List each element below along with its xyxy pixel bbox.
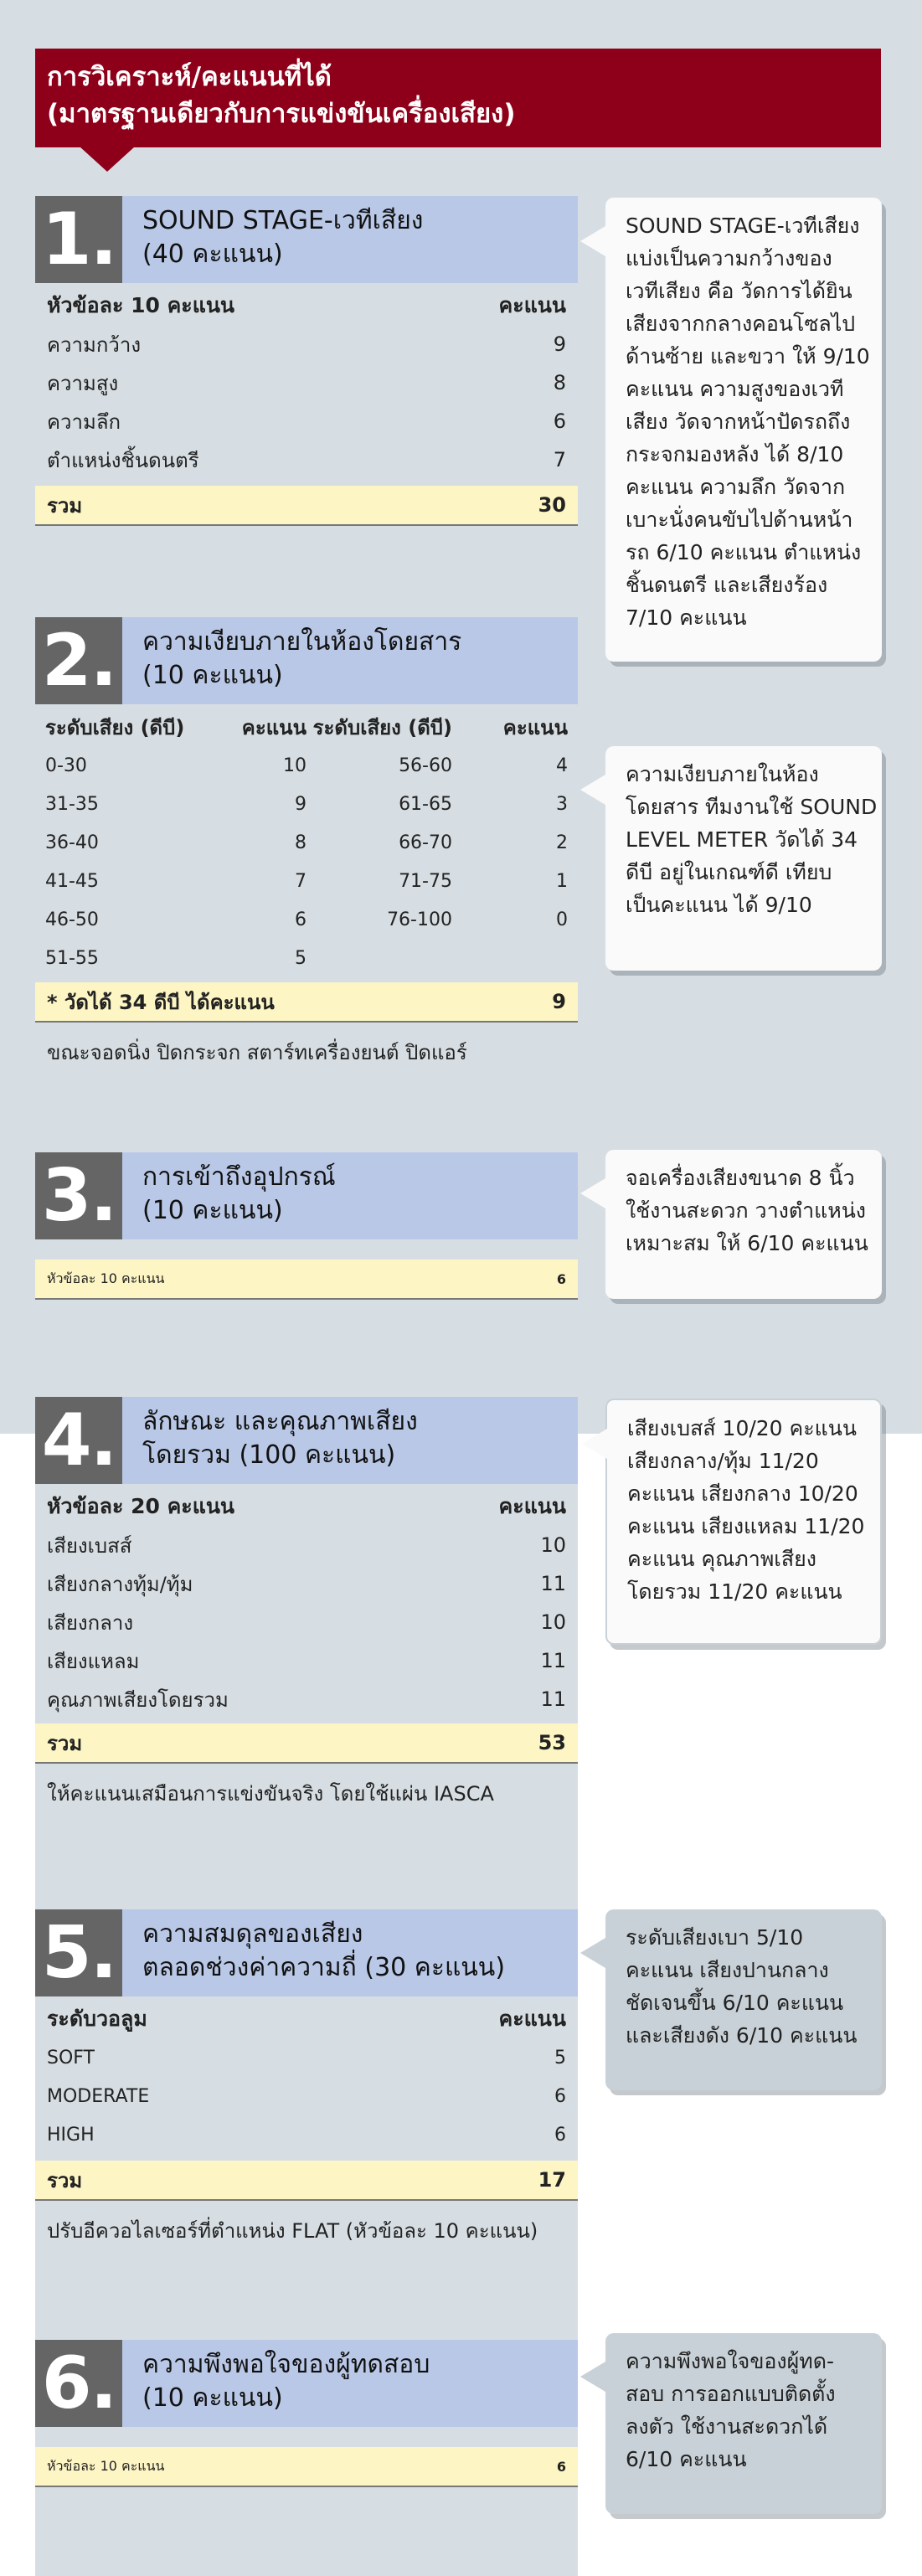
table-row — [35, 402, 578, 440]
level-cell: 36-40 — [45, 832, 99, 853]
bubble-text: กระจกมองหลัง ได้ 8/10 — [626, 442, 844, 466]
section-header — [35, 1397, 578, 1484]
column-header-item: หัวข้อละ 10 คะแนน — [47, 293, 235, 317]
total-label: รวม — [47, 493, 83, 518]
score-cell: 9 — [295, 793, 306, 815]
row-score: 10 — [540, 1610, 566, 1634]
section-title — [142, 204, 573, 271]
section-sound-quality — [35, 1397, 578, 1818]
level-cell: 0-30 — [45, 755, 87, 776]
table-row — [35, 900, 578, 939]
page-subtitle: (มาตรฐานเดียวกับการแข่งขันเครื่องเสียง) — [47, 99, 516, 129]
level-cell: 31-35 — [45, 793, 99, 815]
bubble-text: เสียงกลาง/ทุ้ม 11/20 — [627, 1449, 819, 1473]
total-label: หัวข้อละ 10 คะแนน — [47, 1270, 165, 1286]
section-sound-stage — [35, 196, 578, 526]
score-table — [35, 286, 578, 526]
bubble-text: เวทีเสียง คือ วัดการได้ยิน — [626, 279, 852, 303]
bubble-text: เบาะนั่งคนขับไปด้านหน้า — [626, 507, 853, 532]
table-row — [35, 1603, 578, 1641]
column-header-score: คะแนน — [498, 2007, 566, 2031]
row-label: ความลึก — [47, 410, 121, 434]
row-label: เสียงกลางทุ้ม/ทุ้ม — [47, 1572, 193, 1596]
score-cell: 0 — [556, 909, 568, 930]
bubble-text: โดยรวม 11/20 คะแนน — [627, 1579, 842, 1604]
table-row — [35, 2038, 578, 2077]
level-cell: 71-75 — [399, 870, 452, 892]
section-cabin-quietness — [35, 617, 578, 1077]
level-cell: 56-60 — [399, 755, 452, 776]
row-label: ตำแหน่งชิ้นดนตรี — [47, 448, 199, 472]
bubble-text: ความพึงพอใจของผู้ทด- — [626, 2349, 835, 2373]
bubble-text: 6/10 คะแนน — [626, 2447, 747, 2471]
section-title — [142, 626, 573, 693]
section-frequency-balance — [35, 1909, 578, 2255]
page-title-banner — [35, 49, 881, 147]
row-label: SOFT — [47, 2047, 95, 2069]
section-title-line-1: ลักษณะ และคุณภาพเสียง — [142, 1407, 418, 1436]
section-header — [35, 1909, 578, 1996]
section-number: 4. — [35, 1397, 122, 1484]
row-score: 9 — [553, 332, 566, 356]
row-score: 7 — [553, 448, 566, 471]
total-score: 9 — [552, 990, 566, 1013]
section-title-line-1: ความพึงพอใจของผู้ทดสอบ — [142, 2350, 430, 2379]
bubble-text: ความเงียบภายในห้อง — [626, 762, 819, 786]
table-header-row — [35, 708, 578, 746]
column-header-score: คะแนน — [498, 293, 566, 317]
bubble-text: ลงตัว ใช้งานสะดวกได้ — [626, 2414, 828, 2439]
table-row — [35, 363, 578, 402]
page-title: การวิเคราะห์/คะแนนที่ได้ — [47, 62, 332, 92]
row-score: 8 — [553, 371, 566, 394]
bubble-text: ชิ้นดนตรี และเสียงร้อง — [626, 573, 828, 597]
section-title-line-1: ความเงียบภายในห้องโดยสาร — [142, 627, 462, 657]
table-row — [35, 2077, 578, 2115]
section-tester-satisfaction — [35, 2340, 578, 2487]
row-score: 6 — [554, 2124, 566, 2146]
bubble-text: SOUND STAGE-เวทีเสียง — [626, 214, 860, 238]
table-header-row — [35, 286, 578, 325]
section-equipment-access — [35, 1152, 578, 1300]
table-row — [35, 1526, 578, 1564]
row-score: 6 — [554, 2085, 566, 2107]
score-cell: 7 — [295, 870, 306, 892]
total-row — [35, 982, 578, 1023]
bubble-text: 7/10 คะแนน — [626, 605, 747, 630]
column-header-score: คะแนน — [502, 715, 568, 739]
table-row — [35, 939, 578, 977]
table-row — [35, 1641, 578, 1680]
bubble-text: และเสียงดัง 6/10 คะแนน — [626, 2023, 858, 2048]
row-score: 11 — [540, 1687, 566, 1711]
score-table — [35, 2000, 578, 2255]
table-header-row — [35, 1487, 578, 1526]
total-label: รวม — [47, 2168, 83, 2192]
total-label: หัวข้อละ 10 คะแนน — [47, 2457, 165, 2474]
table-footnote: ปรับอีควอไลเซอร์ที่ตำแหน่ง FLAT (หัวข้อละ 10 คะแนน) — [47, 2219, 538, 2243]
total-row — [35, 2161, 578, 2201]
total-label: * วัดได้ 34 ดีบี ได้คะแนน — [47, 990, 275, 1014]
score-cell: 5 — [295, 947, 306, 969]
row-score: 6 — [553, 410, 566, 433]
row-score: 10 — [540, 1533, 566, 1557]
bubble-text: เสียงจากกลางคอนโซลไป — [626, 312, 856, 336]
column-header-item: หัวข้อละ 20 คะแนน — [47, 1494, 235, 1518]
row-label: เสียงกลาง — [47, 1610, 134, 1635]
section-number: 1. — [35, 196, 122, 283]
bubble-text: สอบ การออกแบบติดตั้ง — [626, 2382, 836, 2406]
section-title-line-2: โดยรวม (100 คะแนน) — [142, 1440, 396, 1470]
level-cell: 76-100 — [387, 909, 452, 930]
table-row — [35, 1680, 578, 1718]
column-header-level: ระดับเสียง (ดีบี) — [312, 715, 452, 739]
commentary-bubble — [605, 1909, 882, 2090]
row-label: เสียงเบสส์ — [47, 1533, 132, 1558]
table-row — [35, 2115, 578, 2154]
total-row — [35, 486, 578, 526]
bubble-text: LEVEL METER วัดได้ 34 — [626, 827, 858, 852]
bubble-text: เสียงเบสส์ 10/20 คะแนน — [627, 1416, 857, 1440]
banner-pointer — [80, 147, 135, 172]
row-label: ความกว้าง — [47, 332, 142, 357]
bubble-text: ระดับเสียงเบา 5/10 — [626, 1925, 804, 1950]
bubble-text: จอเครื่องเสียงขนาด 8 นิ้ว — [626, 1166, 855, 1190]
bubble-text: เป็นคะแนน ได้ 9/10 — [626, 893, 812, 917]
total-row — [35, 1260, 578, 1300]
bubble-text: คะแนน เสียงปานกลาง — [626, 1958, 829, 1982]
score-cell: 10 — [283, 755, 306, 776]
score-cell: 4 — [556, 755, 568, 776]
column-header-volume: ระดับวอลูม — [47, 2007, 147, 2031]
total-row — [35, 2447, 578, 2487]
row-label: HIGH — [47, 2124, 95, 2146]
section-title-line-1: การเข้าถึงอุปกรณ์ — [142, 1162, 336, 1192]
bubble-text: ชัดเจนขึ้น 6/10 คะแนน — [626, 1991, 844, 2015]
commentary-bubble — [605, 1150, 882, 1299]
level-cell: 61-65 — [399, 793, 452, 815]
row-label: คุณภาพเสียงโดยรวม — [47, 1687, 229, 1712]
score-cell: 6 — [295, 909, 306, 930]
total-score: 6 — [556, 1270, 566, 1287]
total-score: 6 — [556, 2458, 566, 2475]
table-row — [35, 325, 578, 363]
total-score: 53 — [538, 1731, 566, 1754]
bubble-text: คะแนน ความสูงของเวที — [626, 377, 844, 401]
section-number: 6. — [35, 2340, 122, 2427]
table-header-row — [35, 2000, 578, 2038]
section-header — [35, 617, 578, 704]
bubble-text: ดีบี อยู่ในเกณฑ์ดี เทียบ — [626, 860, 832, 884]
section-title-line-1: SOUND STAGE-เวทีเสียง — [142, 206, 424, 235]
section-number: 2. — [35, 617, 122, 704]
bubble-text: คะแนน เสียงแหลม 11/20 — [627, 1514, 865, 1538]
table-row — [35, 862, 578, 900]
bubble-text: ด้านซ้าย และขวา ให้ 9/10 — [626, 344, 870, 368]
section-header — [35, 1152, 578, 1239]
row-score: 11 — [540, 1572, 566, 1595]
commentary-bubble — [605, 2333, 882, 2514]
bubble-text: คะแนน ความลึก วัดจาก — [626, 475, 846, 499]
bubble-text: โดยสาร ทีมงานใช้ SOUND — [626, 795, 878, 819]
level-cell: 66-70 — [399, 832, 452, 853]
section-number: 3. — [35, 1152, 122, 1239]
table-footnote: ขณะจอดนิ่ง ปิดกระจก สตาร์ทเครื่องยนต์ ปิดแอร์ — [47, 1041, 467, 1064]
section-title — [142, 1161, 573, 1228]
total-score: 30 — [538, 493, 566, 517]
section-title-line-2: ตลอดช่วงค่าความถี่ (30 คะแนน) — [142, 1953, 506, 1982]
commentary-bubble — [605, 198, 882, 662]
score-table — [35, 1487, 578, 1818]
bubble-text: เหมาะสม ให้ 6/10 คะแนน — [626, 1231, 868, 1255]
section-title — [142, 1918, 573, 1985]
table-row — [35, 440, 578, 479]
total-label: รวม — [47, 1731, 83, 1755]
section-title-line-1: ความสมดุลของเสียง — [142, 1919, 363, 1949]
section-header — [35, 196, 578, 283]
bubble-text: รถ 6/10 คะแนน ตำแหน่ง — [626, 540, 862, 564]
section-number: 5. — [35, 1909, 122, 1996]
row-label: MODERATE — [47, 2085, 150, 2107]
score-cell: 2 — [556, 832, 568, 853]
section-title — [142, 2348, 573, 2415]
section-header — [35, 2340, 578, 2427]
bubble-text: แบ่งเป็นความกว้างของ — [626, 246, 832, 270]
section-title-line-2: (10 คะแนน) — [142, 661, 283, 690]
column-header-score: คะแนน — [241, 715, 306, 739]
score-cell: 3 — [556, 793, 568, 815]
section-title-line-2: (40 คะแนน) — [142, 240, 283, 269]
column-header-score: คะแนน — [498, 1494, 566, 1518]
total-row — [35, 1723, 578, 1764]
row-label: เสียงแหลม — [47, 1649, 140, 1673]
section-title-line-2: (10 คะแนน) — [142, 1196, 283, 1225]
bubble-text: ใช้งานสะดวก วางตำแหน่ง — [626, 1198, 866, 1223]
table-footnote: ให้คะแนนเสมือนการแข่งขันจริง โดยใช้แผ่น IASCA — [47, 1782, 494, 1806]
score-cell: 1 — [556, 870, 568, 892]
bubble-text: คะแนน คุณภาพเสียง — [627, 1547, 816, 1571]
column-header-level: ระดับเสียง (ดีบี) — [45, 715, 185, 739]
score-cell: 8 — [295, 832, 306, 853]
row-label: ความสูง — [47, 371, 119, 395]
commentary-bubble — [605, 746, 882, 971]
bubble-text: คะแนน เสียงกลาง 10/20 — [627, 1481, 858, 1506]
table-row — [35, 785, 578, 823]
bubble-text: เสียง วัดจากหน้าปัดรถถึง — [626, 410, 851, 434]
level-cell: 46-50 — [45, 909, 99, 930]
level-cell: 51-55 — [45, 947, 99, 969]
commentary-bubble — [605, 1399, 882, 1645]
row-score: 11 — [540, 1649, 566, 1672]
table-row — [35, 823, 578, 862]
table-row — [35, 746, 578, 785]
section-title — [142, 1405, 573, 1472]
section-title-line-2: (10 คะแนน) — [142, 2383, 283, 2413]
table-row — [35, 1564, 578, 1603]
level-cell: 41-45 — [45, 870, 99, 892]
row-score: 5 — [554, 2047, 566, 2069]
decibel-score-table — [35, 708, 578, 1077]
total-score: 17 — [538, 2168, 566, 2192]
